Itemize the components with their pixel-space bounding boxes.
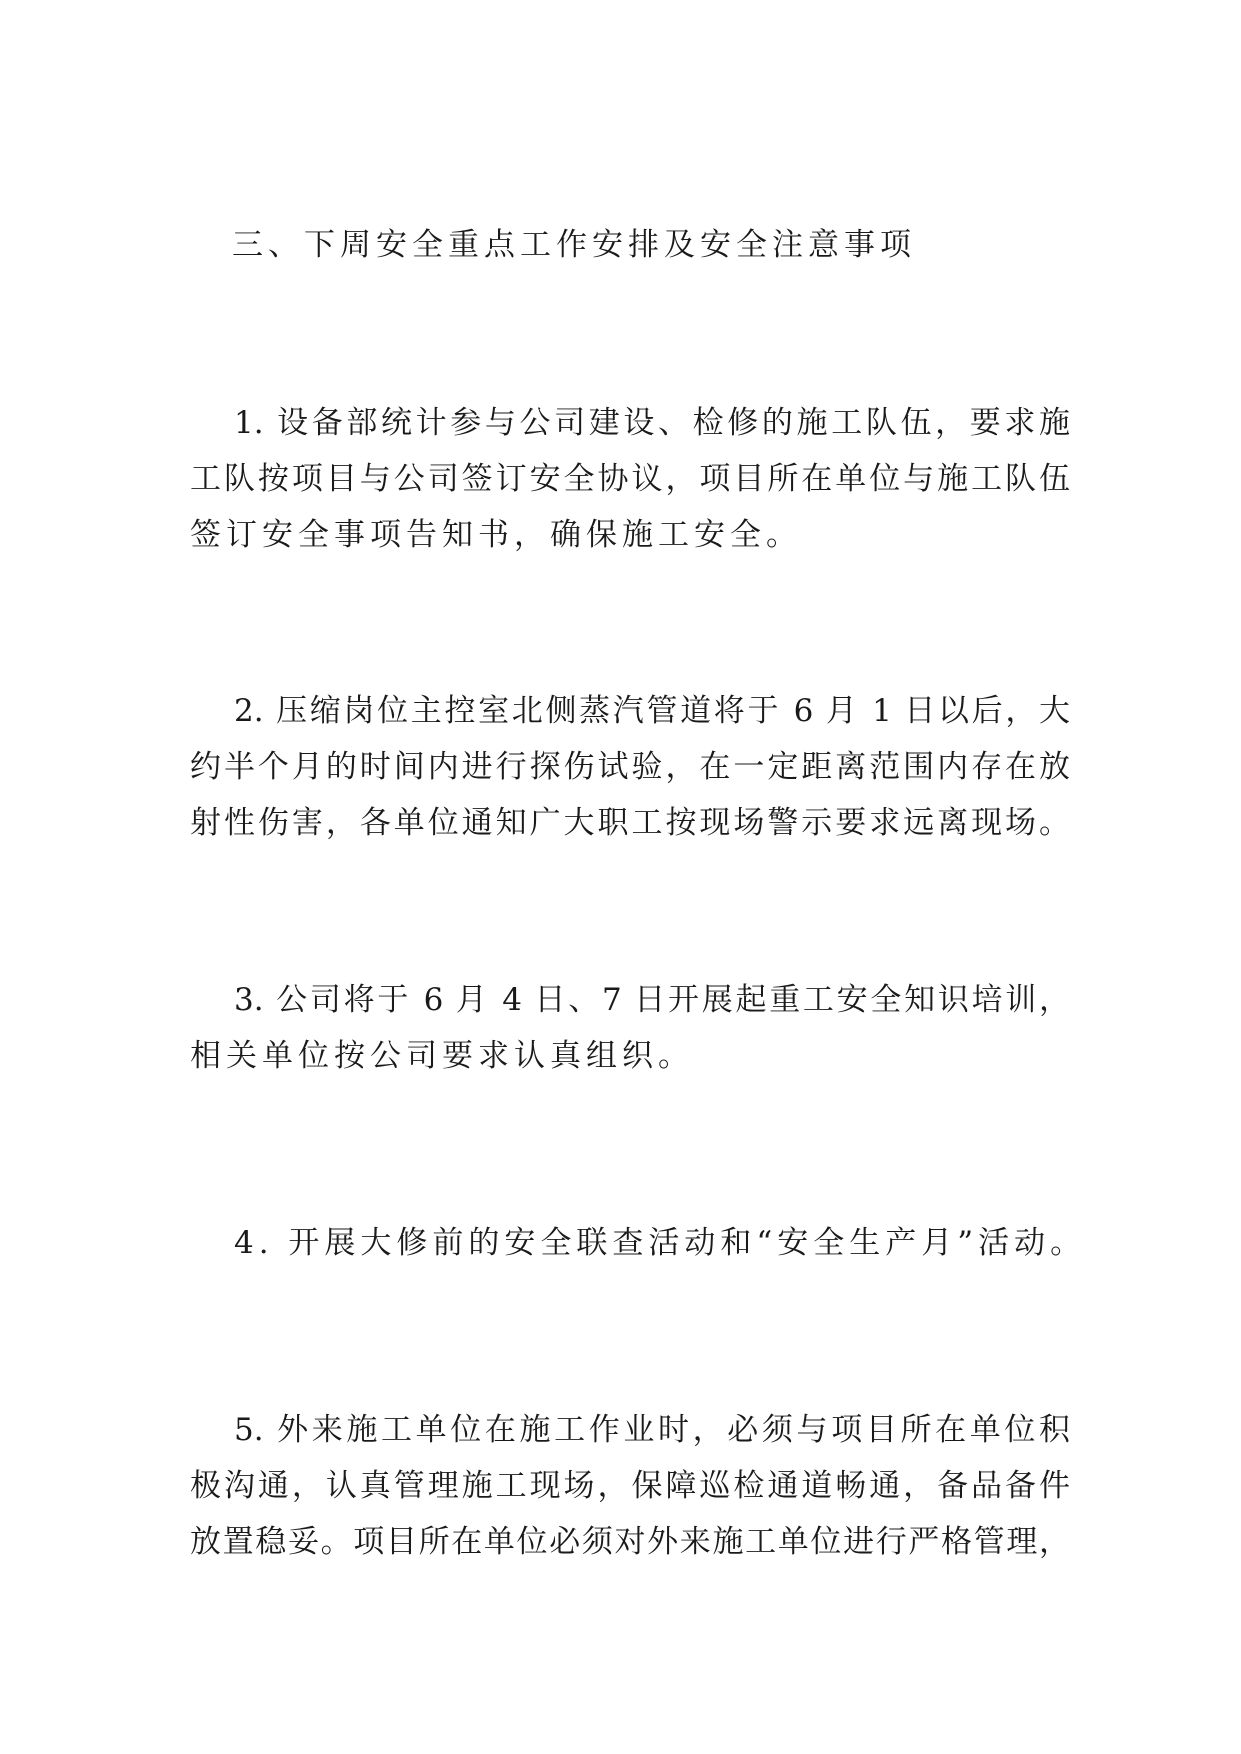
list-item-1-line-2: 工队按项目与公司签订安全协议，项目所在单位与施工队伍: [190, 461, 1070, 497]
list-item-4-line-1: 4. 开展大修前的安全联查活动和“安全生产月”活动。: [234, 1225, 1087, 1261]
list-item-3-line-2: 相关单位按公司要求认真组织。: [190, 1038, 694, 1074]
list-item-2: [190, 683, 1070, 851]
section-heading: 三、下周安全重点工作安排及安全注意事项: [232, 227, 916, 263]
list-item-3-line-1: 3. 公司将于 6 月 4 日、7 日开展起重工安全知识培训，: [234, 982, 1070, 1018]
list-item-5-line-3: 放置稳妥。项目所在单位必须对外来施工单位进行严格管理，: [190, 1524, 1070, 1560]
list-item-5-line-2: 极沟通，认真管理施工现场，保障巡检通道畅通，备品备件: [190, 1468, 1070, 1504]
list-item-1-line-3: 签订安全事项告知书，确保施工安全。: [190, 517, 802, 553]
list-item-5-line-1: 5. 外来施工单位在施工作业时，必须与项目所在单位积: [234, 1412, 1070, 1448]
list-item-1: [190, 395, 1070, 563]
list-item-3: [190, 972, 1070, 1084]
list-item-2-line-1: 2. 压缩岗位主控室北侧蒸汽管道将于 6 月 1 日以后，大: [234, 693, 1070, 729]
list-item-2-line-2: 约半个月的时间内进行探伤试验，在一定距离范围内存在放: [190, 749, 1070, 785]
list-item-5: [190, 1402, 1070, 1570]
list-item-2-line-3: 射性伤害，各单位通知广大职工按现场警示要求远离现场。: [190, 805, 1070, 841]
list-item-1-line-1: 1. 设备部统计参与公司建设、检修的施工队伍，要求施: [234, 405, 1070, 441]
list-item-4: [190, 1215, 1087, 1271]
